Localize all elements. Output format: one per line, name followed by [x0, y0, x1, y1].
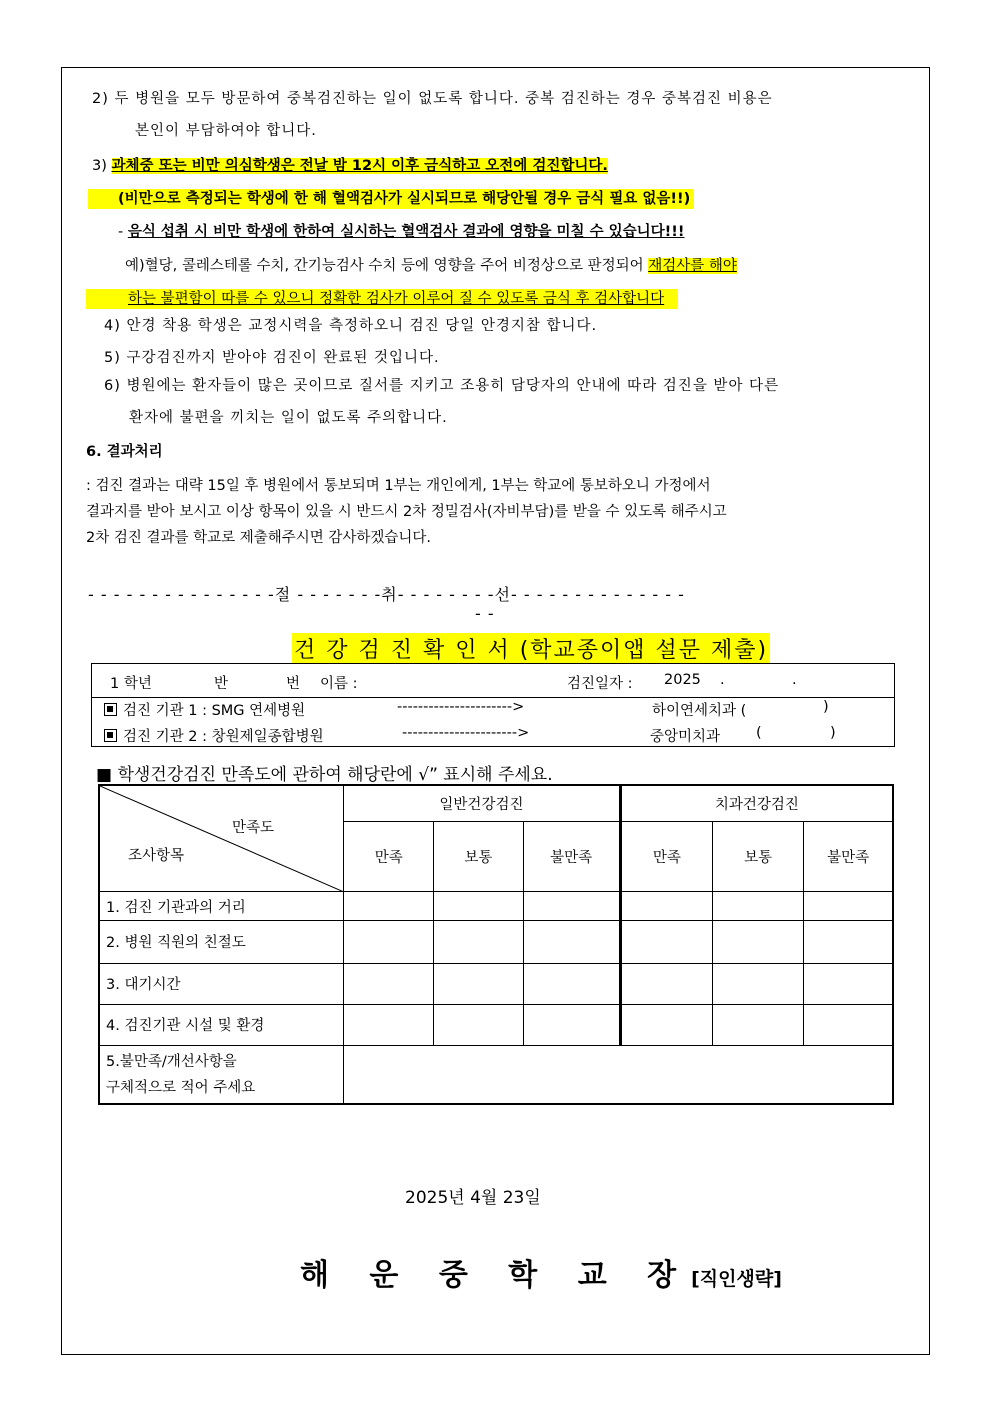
answer-cell[interactable] — [804, 921, 893, 963]
level-satisfied-dental: 만족 — [620, 821, 712, 891]
diagonal-line — [100, 786, 344, 892]
exam-date-dot2: . — [792, 672, 797, 688]
answer-cell[interactable] — [523, 921, 620, 963]
level-unsatisfied-general: 불만족 — [523, 821, 620, 891]
org2-open: ( — [756, 725, 762, 741]
item3-example-line — [125, 256, 737, 276]
answer-cell[interactable] — [804, 892, 893, 921]
answer-cell[interactable] — [713, 892, 804, 921]
confirmation-info-box — [91, 663, 895, 747]
survey-row-label: 3. 대기시간 — [99, 963, 344, 1004]
comment-label-line1: 5.불만족/개선사항을 — [106, 1053, 237, 1070]
item3-main: 과체중 또는 비만 의심학생은 전날 밤 12시 이후 금식하고 오전에 검진합니다. — [111, 158, 608, 174]
item4: 4) 안경 착용 학생은 교정시력을 측정하오니 검진 당일 안경지참 합니다. — [104, 318, 598, 334]
item3-dash-line — [118, 222, 685, 242]
item3-dash: 음식 섭취 시 비만 학생에 한하여 실시하는 혈액검사 결과에 영향을 미칠 수 있습니다!!! — [127, 224, 685, 240]
item6-line2: 환자에 불편을 끼치는 일이 없도록 주의합니다. — [129, 410, 448, 426]
class-label: 반 — [214, 676, 229, 692]
exam-date-dot1: . — [720, 672, 725, 688]
survey-row-label: 4. 검진기관 시설 및 환경 — [99, 1004, 344, 1045]
org1-close: ) — [823, 699, 829, 715]
item3-dash-prefix: - — [118, 224, 128, 240]
principal-title: 해 운 중 학 교 장 — [300, 1258, 692, 1293]
answer-cell[interactable] — [344, 892, 434, 921]
item5: 5) 구강검진까지 받아야 검진이 완료된 것입니다. — [104, 350, 440, 366]
answer-cell[interactable] — [434, 921, 523, 963]
item3-example-prefix: 예)혈당, 콜레스테롤 수치, 간기능검사 수치 등에 영향을 주어 비정상으로 판정되어 — [125, 258, 649, 274]
answer-cell[interactable] — [620, 963, 712, 1004]
org2-label: 검진 기관 2 : 창원제일종합병원 — [123, 729, 324, 745]
org2-row — [104, 725, 324, 746]
answer-cell[interactable] — [523, 892, 620, 921]
answer-cell[interactable] — [713, 921, 804, 963]
seal-note: [직인생략] — [691, 1268, 782, 1290]
org2-close: ) — [830, 725, 836, 741]
level-satisfied-general: 만족 — [344, 821, 434, 891]
level-normal-general: 보통 — [434, 821, 523, 891]
level-normal-dental: 보통 — [713, 821, 804, 891]
exam-date-year: 2025 — [664, 672, 701, 688]
student-info-row — [92, 664, 894, 698]
item3-example-line2: 하는 불편함이 따를 수 있으니 정확한 검사가 이루어 질 수 있도록 금식 후 검사합니다 — [86, 289, 678, 309]
cut-line: - - - - - - - - - - - - - - -절 - - - - - - -취- - - - - - - -선- - - - - - - - - - - - - - — [88, 585, 685, 604]
answer-cell[interactable] — [620, 892, 712, 921]
answer-cell[interactable] — [620, 1004, 712, 1045]
header-items: 조사항목 — [128, 848, 185, 864]
checkbox-square-icon — [104, 703, 117, 716]
answer-cell[interactable] — [434, 892, 523, 921]
survey-row-label: 2. 병원 직원의 친절도 — [99, 921, 344, 963]
item3-line — [92, 156, 608, 176]
answer-cell[interactable] — [804, 1004, 893, 1045]
exam-date-label: 검진일자 : — [567, 676, 633, 692]
number-label: 번 — [286, 676, 301, 692]
level-unsatisfied-dental: 불만족 — [804, 821, 893, 891]
principal-signature — [300, 1250, 782, 1294]
answer-cell[interactable] — [620, 921, 712, 963]
group-dental: 치과건강검진 — [620, 785, 893, 821]
org1-label: 검진 기관 1 : SMG 연세병원 — [123, 703, 306, 719]
org1-arrow: ----------------------> — [397, 699, 525, 715]
document-date: 2025년 4월 23일 — [405, 1188, 541, 1208]
org1-dental: 하이연세치과 ( — [652, 703, 747, 719]
comment-input-cell[interactable] — [344, 1046, 893, 1104]
org1-row — [104, 699, 305, 720]
survey-title: ■ 학생건강검진 만족도에 관하여 해당란에 √” 표시해 주세요. — [96, 765, 553, 785]
answer-cell[interactable] — [523, 1004, 620, 1045]
comment-label-line2: 구체적으로 적어 주세요 — [106, 1079, 256, 1096]
satisfaction-survey-table — [98, 784, 894, 1105]
item2-line2: 본인이 부담하여야 합니다. — [135, 123, 317, 139]
org2-arrow: ----------------------> — [402, 725, 530, 741]
org2-dental: 중앙미치과 — [650, 729, 721, 745]
header-diagonal-cell — [99, 785, 344, 892]
answer-cell[interactable] — [434, 963, 523, 1004]
comment-label-cell — [99, 1046, 344, 1104]
section6-line2: 결과지를 받아 보시고 이상 항목이 있을 시 반드시 2차 정밀검사(자비부담)를 받을 수 있도록 해주시고 — [86, 504, 727, 520]
item3-example-highlight: 재검사를 해야 — [648, 258, 737, 274]
item3-paren: (비만으로 측정되는 학생에 한 해 혈액검사가 실시되므로 해당안될 경우 금식 필요 없음!!) — [88, 189, 694, 209]
answer-cell[interactable] — [804, 963, 893, 1004]
item6-line1: 6) 병원에는 환자들이 많은 곳이므로 질서를 지키고 조용히 담당자의 안내에 따라 검진을 받아 다른 — [104, 378, 780, 394]
answer-cell[interactable] — [434, 1004, 523, 1045]
checkbox-square-icon — [104, 729, 117, 742]
answer-cell[interactable] — [523, 963, 620, 1004]
cut-line-tail: - - — [475, 604, 495, 623]
item2-line1: 2) 두 병원을 모두 방문하여 중복검진하는 일이 없도록 합니다. 중복 검진하는 경우 중복검진 비용은 — [92, 91, 773, 107]
answer-cell[interactable] — [713, 1004, 804, 1045]
answer-cell[interactable] — [344, 1004, 434, 1045]
answer-cell[interactable] — [344, 963, 434, 1004]
section6-line3: 2차 검진 결과를 학교로 제출해주시면 감사하겠습니다. — [86, 530, 432, 546]
answer-cell[interactable] — [344, 921, 434, 963]
grade-label: 1 학년 — [110, 676, 152, 692]
section6-title: 6. 결과처리 — [86, 444, 163, 460]
item3-prefix: 3) — [92, 158, 112, 174]
header-satisfaction: 만족도 — [232, 820, 275, 836]
survey-row-label: 1. 검진 기관과의 거리 — [99, 892, 344, 921]
group-general: 일반건강검진 — [344, 785, 621, 821]
confirmation-title: 건 강 검 진 확 인 서 (학교종이앱 설문 제출) — [292, 633, 770, 664]
answer-cell[interactable] — [713, 963, 804, 1004]
name-label: 이름 : — [320, 676, 358, 692]
section6-line1: : 검진 결과는 대략 15일 후 병원에서 통보되며 1부는 개인에게, 1부는 학교에 통보하오니 가정에서 — [86, 478, 711, 494]
